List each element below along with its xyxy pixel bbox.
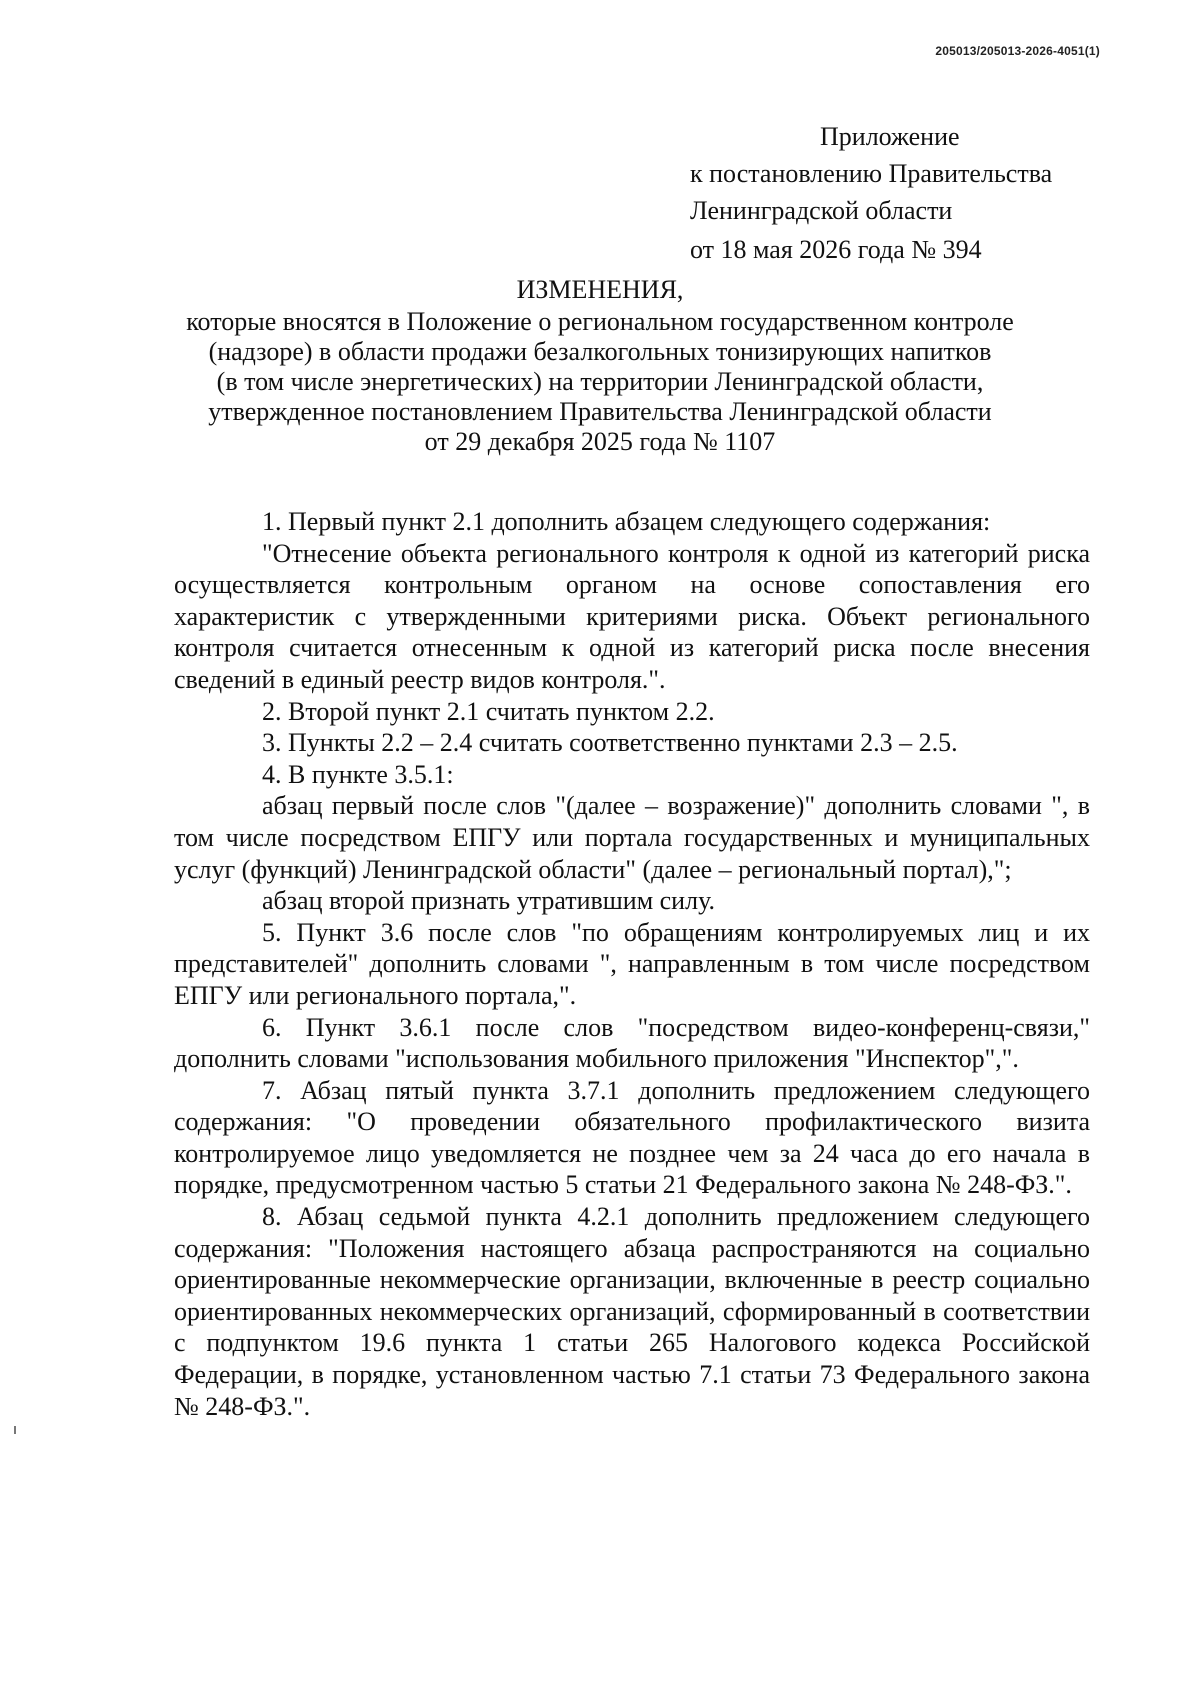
paragraph-item-3: 3. Пункты 2.2 – 2.4 считать соответственно пунктами 2.3 – 2.5. bbox=[262, 728, 958, 758]
appendix-line-resolution: к постановлению Правительства bbox=[690, 159, 1053, 188]
appendix-block bbox=[690, 118, 1052, 268]
appendix-line-region: Ленинградской области bbox=[690, 196, 953, 225]
heading-line: (надзоре) в области продажи безалкогольных тонизирующих напитков bbox=[208, 337, 992, 366]
heading-title: ИЗМЕНЕНИЯ, bbox=[516, 275, 684, 304]
heading-line: (в том числе энергетических) на территории Ленинградской области, bbox=[216, 367, 984, 396]
document-heading bbox=[100, 275, 1100, 457]
paragraph-item-7: 7. Абзац пятый пункта 3.7.1 дополнить предложением следующего содержания: "О проведении обязательного профилактического визита контролируемое лицо уведомляется не позднее чем за 24 часа до его начала в порядке, предусмотренном частью 5 статьи 21 Федерального закона № 248-ФЗ.". bbox=[174, 1075, 1090, 1200]
paragraph-item-8: 8. Абзац седьмой пункта 4.2.1 дополнить предложением следующего содержания: "Положения настоящего абзаца распространяются на социально ориентированные некоммерческие организации, включенные в реестр социально ориентированных некоммерческих организаций, сформированный в соответствии с подпунктом 19.6 пункта 1 статьи 265 Налогового кодекса Российской Федерации, в порядке, установленном частью 7.1 статьи 73 Федерального закона № 248-ФЗ.". bbox=[174, 1202, 1090, 1421]
paragraph-item-5: 5. Пункт 3.6 после слов "по обращениям контролируемых лиц и их представителей" дополнить словами ", направленным в том числе посредством ЕПГУ или регионального портала,". bbox=[174, 917, 1090, 1010]
appendix-title: Приложение bbox=[820, 122, 960, 151]
paragraph-item-4-second-abzac: абзац второй признать утратившим силу. bbox=[262, 886, 715, 916]
paragraph-item-1: 1. Первый пункт 2.1 дополнить абзацем следующего содержания: bbox=[262, 507, 991, 536]
paragraph-item-1-quote: "Отнесение объекта регионального контроля к одной из категорий риска осуществляется контрольным органом на основе сопоставления его характеристик с утвержденными критериями риска. Объект регионального контроля считается отнесенным к одной из категорий риска после внесения сведений в единый реестр видов контроля.". bbox=[174, 538, 1090, 694]
paragraph-item-4-first-abzac: абзац первый после слов "(далее – возражение)" дополнить словами ", в том числе посредством ЕПГУ или портала государственных и муниципальных услуг (функций) Ленинградской области" (далее – региональный портал),"; bbox=[174, 791, 1090, 884]
registration-number: 205013/205013-2026-4051(1) bbox=[935, 44, 1100, 58]
paragraph-item-4: 4. В пункте 3.5.1: bbox=[262, 759, 454, 789]
scan-artifact-mark bbox=[14, 1426, 16, 1434]
paragraph-item-2: 2. Второй пункт 2.1 считать пунктом 2.2. bbox=[262, 696, 715, 726]
paragraph-item-6: 6. Пункт 3.6.1 после слов "посредством видео-конференц-связи," дополнить словами "использования мобильного приложения "Инспектор",". bbox=[174, 1012, 1090, 1074]
heading-line: утвержденное постановлением Правительства Ленинградской области bbox=[208, 397, 992, 426]
heading-line: от 29 декабря 2025 года № 1107 bbox=[424, 427, 776, 456]
heading-line: которые вносятся в Положение о региональном государственном контроле bbox=[186, 307, 1014, 336]
document-body bbox=[174, 506, 1090, 1422]
appendix-date-line: от 18 мая 2026 года № 394 bbox=[690, 235, 982, 264]
